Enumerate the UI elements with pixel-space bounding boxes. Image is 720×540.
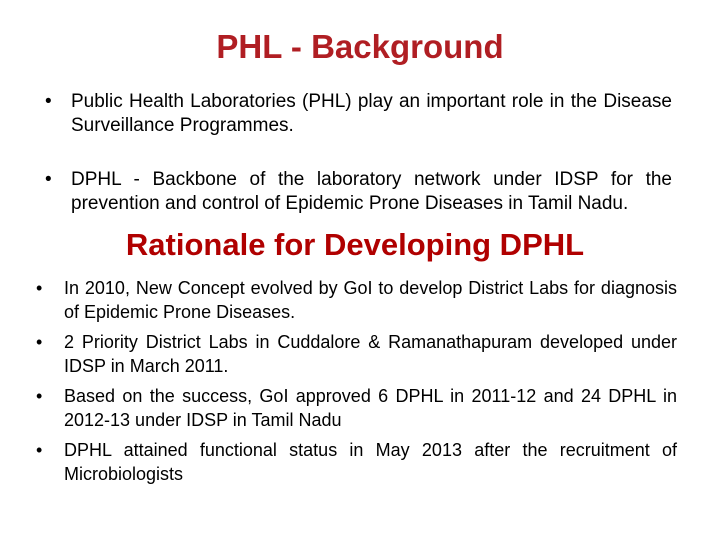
bullet-text: 2 Priority District Labs in Cuddalore & Ramanathapuram developed under IDSP in March 2011. xyxy=(64,332,677,376)
list-item xyxy=(36,276,677,324)
bullet-text: Based on the success, GoI approved 6 DPHL in 2011-12 and 24 DPHL in 2012-13 under IDSP in Tamil Nadu xyxy=(64,386,677,430)
bullet-text: In 2010, New Concept evolved by GoI to develop District Labs for diagnosis of Epidemic Prone Diseases. xyxy=(64,278,677,322)
rationale-title: Rationale for Developing DPHL xyxy=(125,227,585,262)
background-bullet-list xyxy=(45,90,672,246)
bullet-icon: • xyxy=(45,169,52,190)
bullet-text: Public Health Laboratories (PHL) play an important role in the Disease Surveillance Programmes. xyxy=(71,91,672,136)
bullet-icon: • xyxy=(36,332,43,352)
bullet-text: DPHL attained functional status in May 2013 after the recruitment of Microbiologists xyxy=(64,440,677,484)
bullet-icon: • xyxy=(36,386,43,406)
rationale-bullet-list xyxy=(36,276,677,492)
list-item xyxy=(45,168,672,216)
bullet-text: DPHL - Backbone of the laboratory network under IDSP for the prevention and control of Epidemic Prone Diseases in Tamil Nadu. xyxy=(71,169,672,214)
bullet-icon: • xyxy=(45,91,52,112)
list-item xyxy=(45,90,672,138)
list-item xyxy=(36,384,677,432)
bullet-icon: • xyxy=(36,278,43,298)
list-item xyxy=(36,438,677,486)
list-item xyxy=(36,330,677,378)
bullet-icon: • xyxy=(36,440,43,460)
slide-title: PHL - Background xyxy=(216,28,504,65)
